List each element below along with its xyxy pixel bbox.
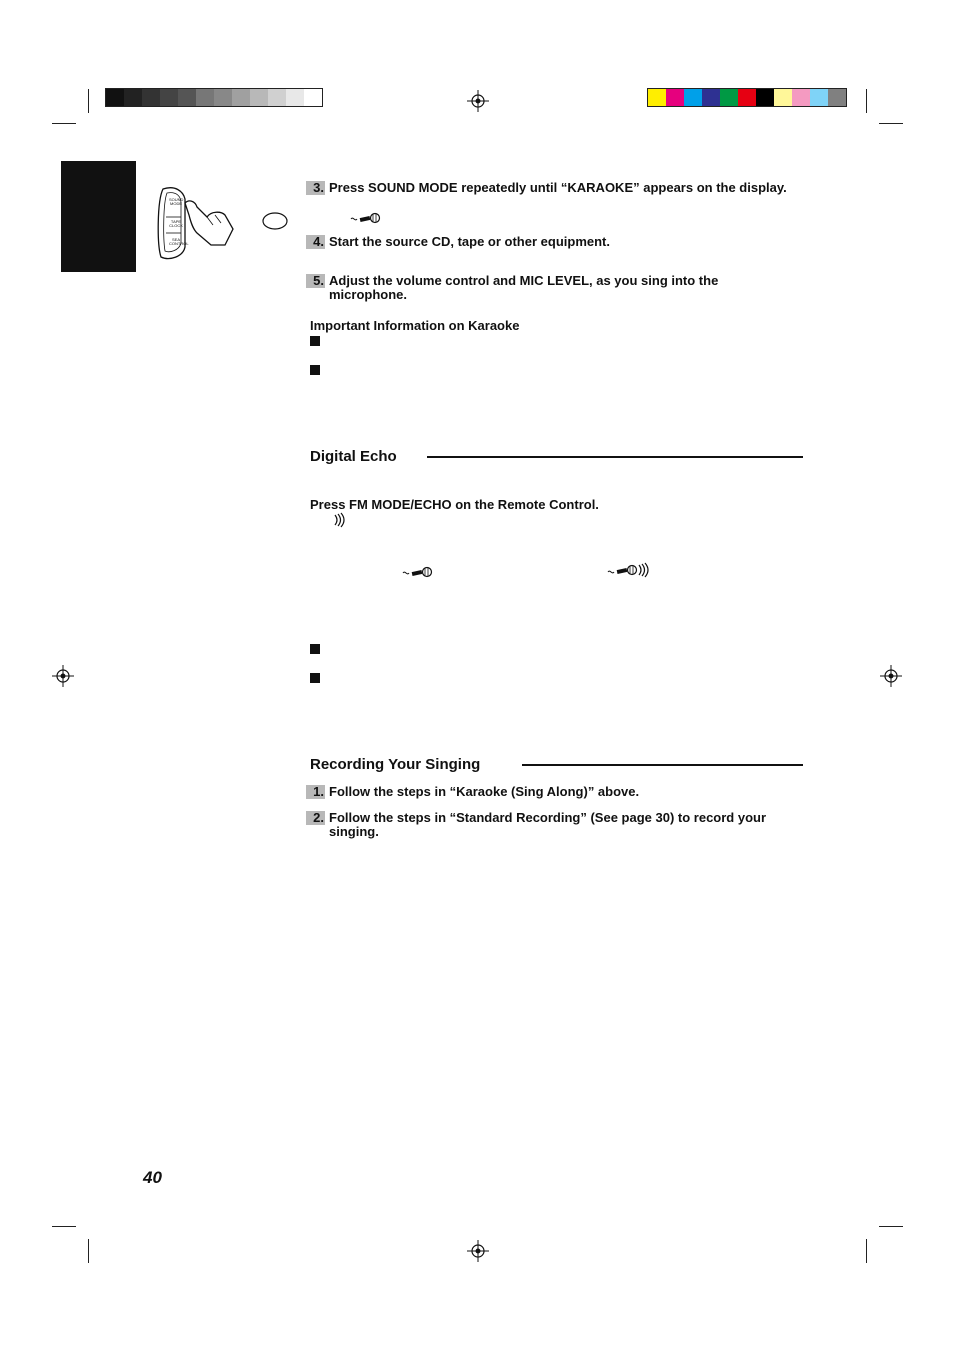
remote-hand-illustration — [155, 185, 235, 261]
crop-mark — [879, 1226, 903, 1227]
registration-mark-icon — [467, 1240, 489, 1262]
color-swatch — [124, 89, 142, 106]
color-swatch — [702, 89, 720, 106]
step-text: Adjust the volume control and MIC LEVEL, as you sing into the microphone. — [329, 273, 719, 302]
recording-step-2 — [306, 811, 799, 839]
section-tab — [61, 161, 136, 272]
step-number: 2. — [306, 811, 325, 825]
step-number: 4. — [306, 235, 325, 249]
step-text: Start the source CD, tape or other equipment. — [329, 234, 610, 249]
illustration-label-tape-clock: TAPE CLOCK — [169, 219, 183, 228]
color-swatch — [250, 89, 268, 106]
color-swatch — [214, 89, 232, 106]
color-swatch — [304, 89, 322, 106]
illustration-label-sea-control: SEA CONTROL — [169, 237, 189, 246]
color-swatch — [196, 89, 214, 106]
step-number: 3. — [306, 181, 325, 195]
color-swatch — [666, 89, 684, 106]
color-swatch — [160, 89, 178, 106]
heading-rule — [427, 456, 803, 458]
color-swatch — [286, 89, 304, 106]
crop-mark — [866, 1239, 867, 1263]
color-swatch — [738, 89, 756, 106]
crop-mark — [879, 123, 903, 124]
color-swatch — [268, 89, 286, 106]
step-number: 5. — [306, 274, 325, 288]
bullet-square — [310, 673, 320, 683]
grayscale-bar — [105, 88, 323, 107]
registration-mark-icon — [467, 90, 489, 112]
color-swatch — [828, 89, 846, 106]
page-number: 40 — [143, 1168, 162, 1187]
step-text: Press SOUND MODE repeatedly until “KARAOKE” appears on the display. — [329, 180, 787, 195]
registration-mark-icon — [52, 665, 74, 687]
microphone-icon — [350, 212, 382, 224]
heading-rule — [522, 764, 803, 766]
important-title: Important Information on Karaoke — [310, 318, 520, 333]
step-number: 1. — [306, 785, 325, 799]
echo-wave-icon — [333, 513, 345, 527]
color-swatch — [106, 89, 124, 106]
color-swatch — [232, 89, 250, 106]
color-swatch — [810, 89, 828, 106]
microphone-icon — [402, 566, 434, 578]
color-swatch — [648, 89, 666, 106]
step-4 — [306, 235, 799, 249]
crop-mark — [88, 89, 89, 113]
step-5 — [306, 274, 799, 302]
color-swatch — [720, 89, 738, 106]
section-heading-recording: Recording Your Singing — [310, 756, 481, 773]
bullet-square — [310, 336, 320, 346]
color-swatch — [178, 89, 196, 106]
crop-mark — [866, 89, 867, 113]
color-swatch — [774, 89, 792, 106]
crop-mark — [88, 1239, 89, 1263]
color-swatch — [684, 89, 702, 106]
color-swatch — [756, 89, 774, 106]
color-bar — [647, 88, 847, 107]
registration-mark-icon — [880, 665, 902, 687]
step-text: Follow the steps in “Karaoke (Sing Along)” above. — [329, 784, 640, 799]
crop-mark — [52, 1226, 76, 1227]
bullet-square — [310, 365, 320, 375]
display-button-icon — [262, 212, 288, 230]
illustration-label-sound-mode: SOUND MODE — [169, 197, 184, 206]
digital-echo-instruction: Press FM MODE/ECHO on the Remote Control. — [310, 497, 599, 512]
section-heading-digital-echo: Digital Echo — [310, 448, 397, 465]
crop-mark — [52, 123, 76, 124]
microphone-echo-icon — [607, 562, 651, 578]
color-swatch — [792, 89, 810, 106]
color-swatch — [142, 89, 160, 106]
step-text: Follow the steps in “Standard Recording” (See page 30) to record your singing. — [329, 810, 767, 839]
step-3 — [306, 181, 799, 195]
bullet-square — [310, 644, 320, 654]
recording-step-1 — [306, 785, 799, 799]
